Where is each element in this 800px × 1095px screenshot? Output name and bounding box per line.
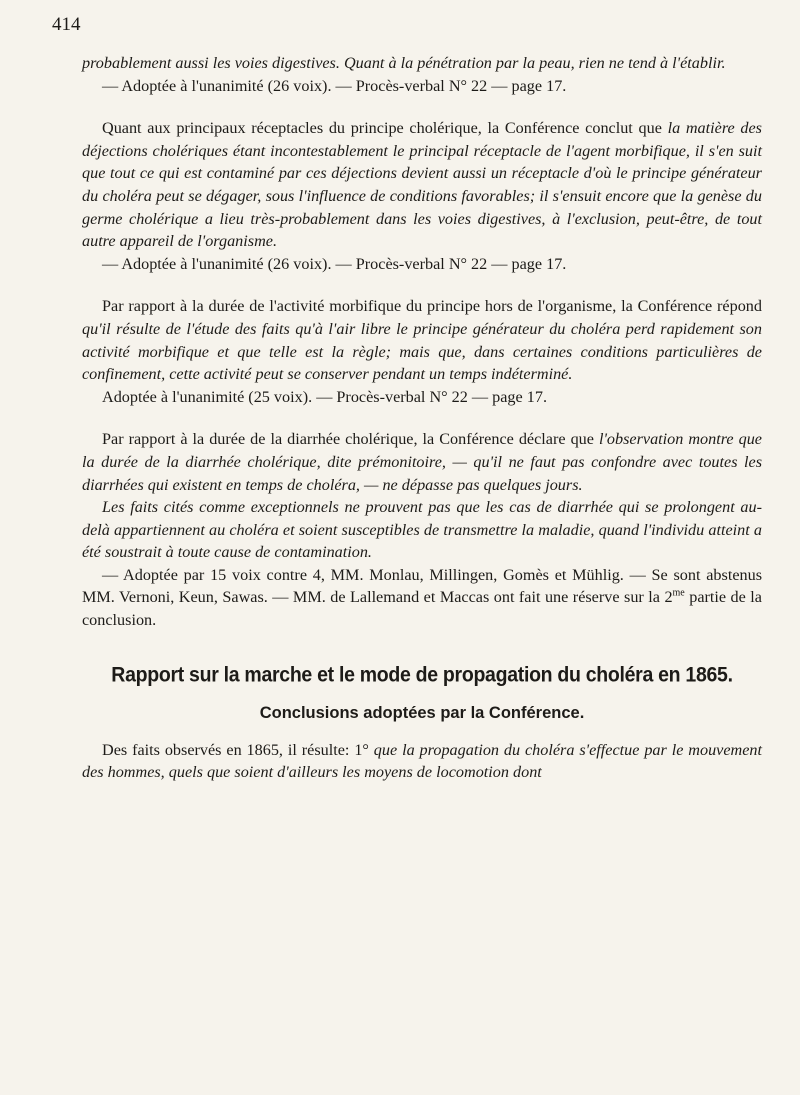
paragraph-propagation <box>82 739 762 784</box>
paragraph-activity-duration <box>82 295 762 385</box>
diarrhea-conclusion: l'observation montre que la durée de la diarrhée cholérique, dite prémonitoire, — qu'il ne faut pas confondre avec toutes les diarrhées qui existent en temps de choléra, — ne dépasse pas quelques jours. <box>82 430 762 494</box>
receptacles-conclusion: la matière des déjections cholériques étant incontestablement le principal réceptacle de l'agent morbifique, il s'en suit que tout ce qui est contaminé par ces déjections devient aussi un réceptacle d'où le principe générateur du choléra peut se dégager, sous l'influence de conditions favorables; il s'ensuit encore que la genèse du germe cholérique a lieu très-probablement dans les voies digestives, à l'exclusion, peut-être, de tout autre appareil de l'organisme. <box>82 119 762 251</box>
receptacles-intro: Quant aux principaux réceptacles du principe cholérique, la Conférence conclut que <box>102 119 668 138</box>
paragraph-continuation: probablement aussi les voies digestives. Quant à la pénétration par la peau, rien ne tend à l'établir. <box>82 54 726 72</box>
activity-conclusion: qu'il résulte de l'étude des faits qu'à l'air libre le principe générateur du choléra perd rapidement son activité morbifique et que telle est la règle; mais que, dans certaines conditions particulières de confinement, cette activité peut se conserver pendant un temps indéterminé. <box>82 319 762 384</box>
vote4-ordinal-number: 2 <box>664 588 673 607</box>
vote-record-4 <box>82 564 762 632</box>
paragraph-exceptional-cases: Les faits cités comme exceptionnels ne prouvent pas que les cas de diarrhée qui se prolongent au-delà appartiennent au choléra et soient susceptibles de transmettre la maladie, quand l'individu atteint a été soustrait à toute cause de contamination. <box>82 498 762 562</box>
paragraph-receptacles <box>82 117 762 253</box>
diarrhea-intro: Par rapport à la durée de la diarrhée cholérique, la Conférence déclare que <box>102 430 599 449</box>
propagation-intro: Des faits observés en 1865, il résulte: 1° <box>102 740 374 759</box>
section-heading: Rapport sur la marche et le mode de propagation du choléra en 1865. <box>111 662 733 687</box>
propagation-conclusion: que la propagation du choléra s'effectue par le mouvement des hommes, quels que soient d'ailleurs les moyens de locomotion dont <box>82 740 763 782</box>
vote4-ordinal-suffix: me <box>672 588 685 600</box>
vote-record-3: Adoptée à l'unanimité (25 voix). — Procès-verbal N° 22 — page 17. <box>102 387 547 406</box>
body-text <box>82 52 762 784</box>
vote-record-2: — Adoptée à l'unanimité (26 voix). — Procès-verbal N° 22 — page 17. <box>102 254 567 273</box>
vote-record-1: — Adoptée à l'unanimité (26 voix). — Procès-verbal N° 22 — page 17. <box>102 76 567 95</box>
vote4-end: partie de la conclusion. <box>82 588 762 630</box>
activity-intro: Par rapport à la durée de l'activité morbifique du principe hors de l'organisme, la Conférence répond <box>102 297 762 316</box>
page-number: 414 <box>52 14 81 35</box>
vote4-text: — Adoptée par 15 voix contre 4, MM. Monlau, Millingen, Gomès et Mühlig. — Se sont abstenus MM. Vernoni, Keun, Sawas. — MM. de Lallemand et Maccas ont fait une réserve sur la <box>82 565 762 607</box>
section-subheading: Conclusions adoptées par la Conférence. <box>259 704 585 723</box>
paragraph-diarrhea-duration <box>82 428 762 496</box>
